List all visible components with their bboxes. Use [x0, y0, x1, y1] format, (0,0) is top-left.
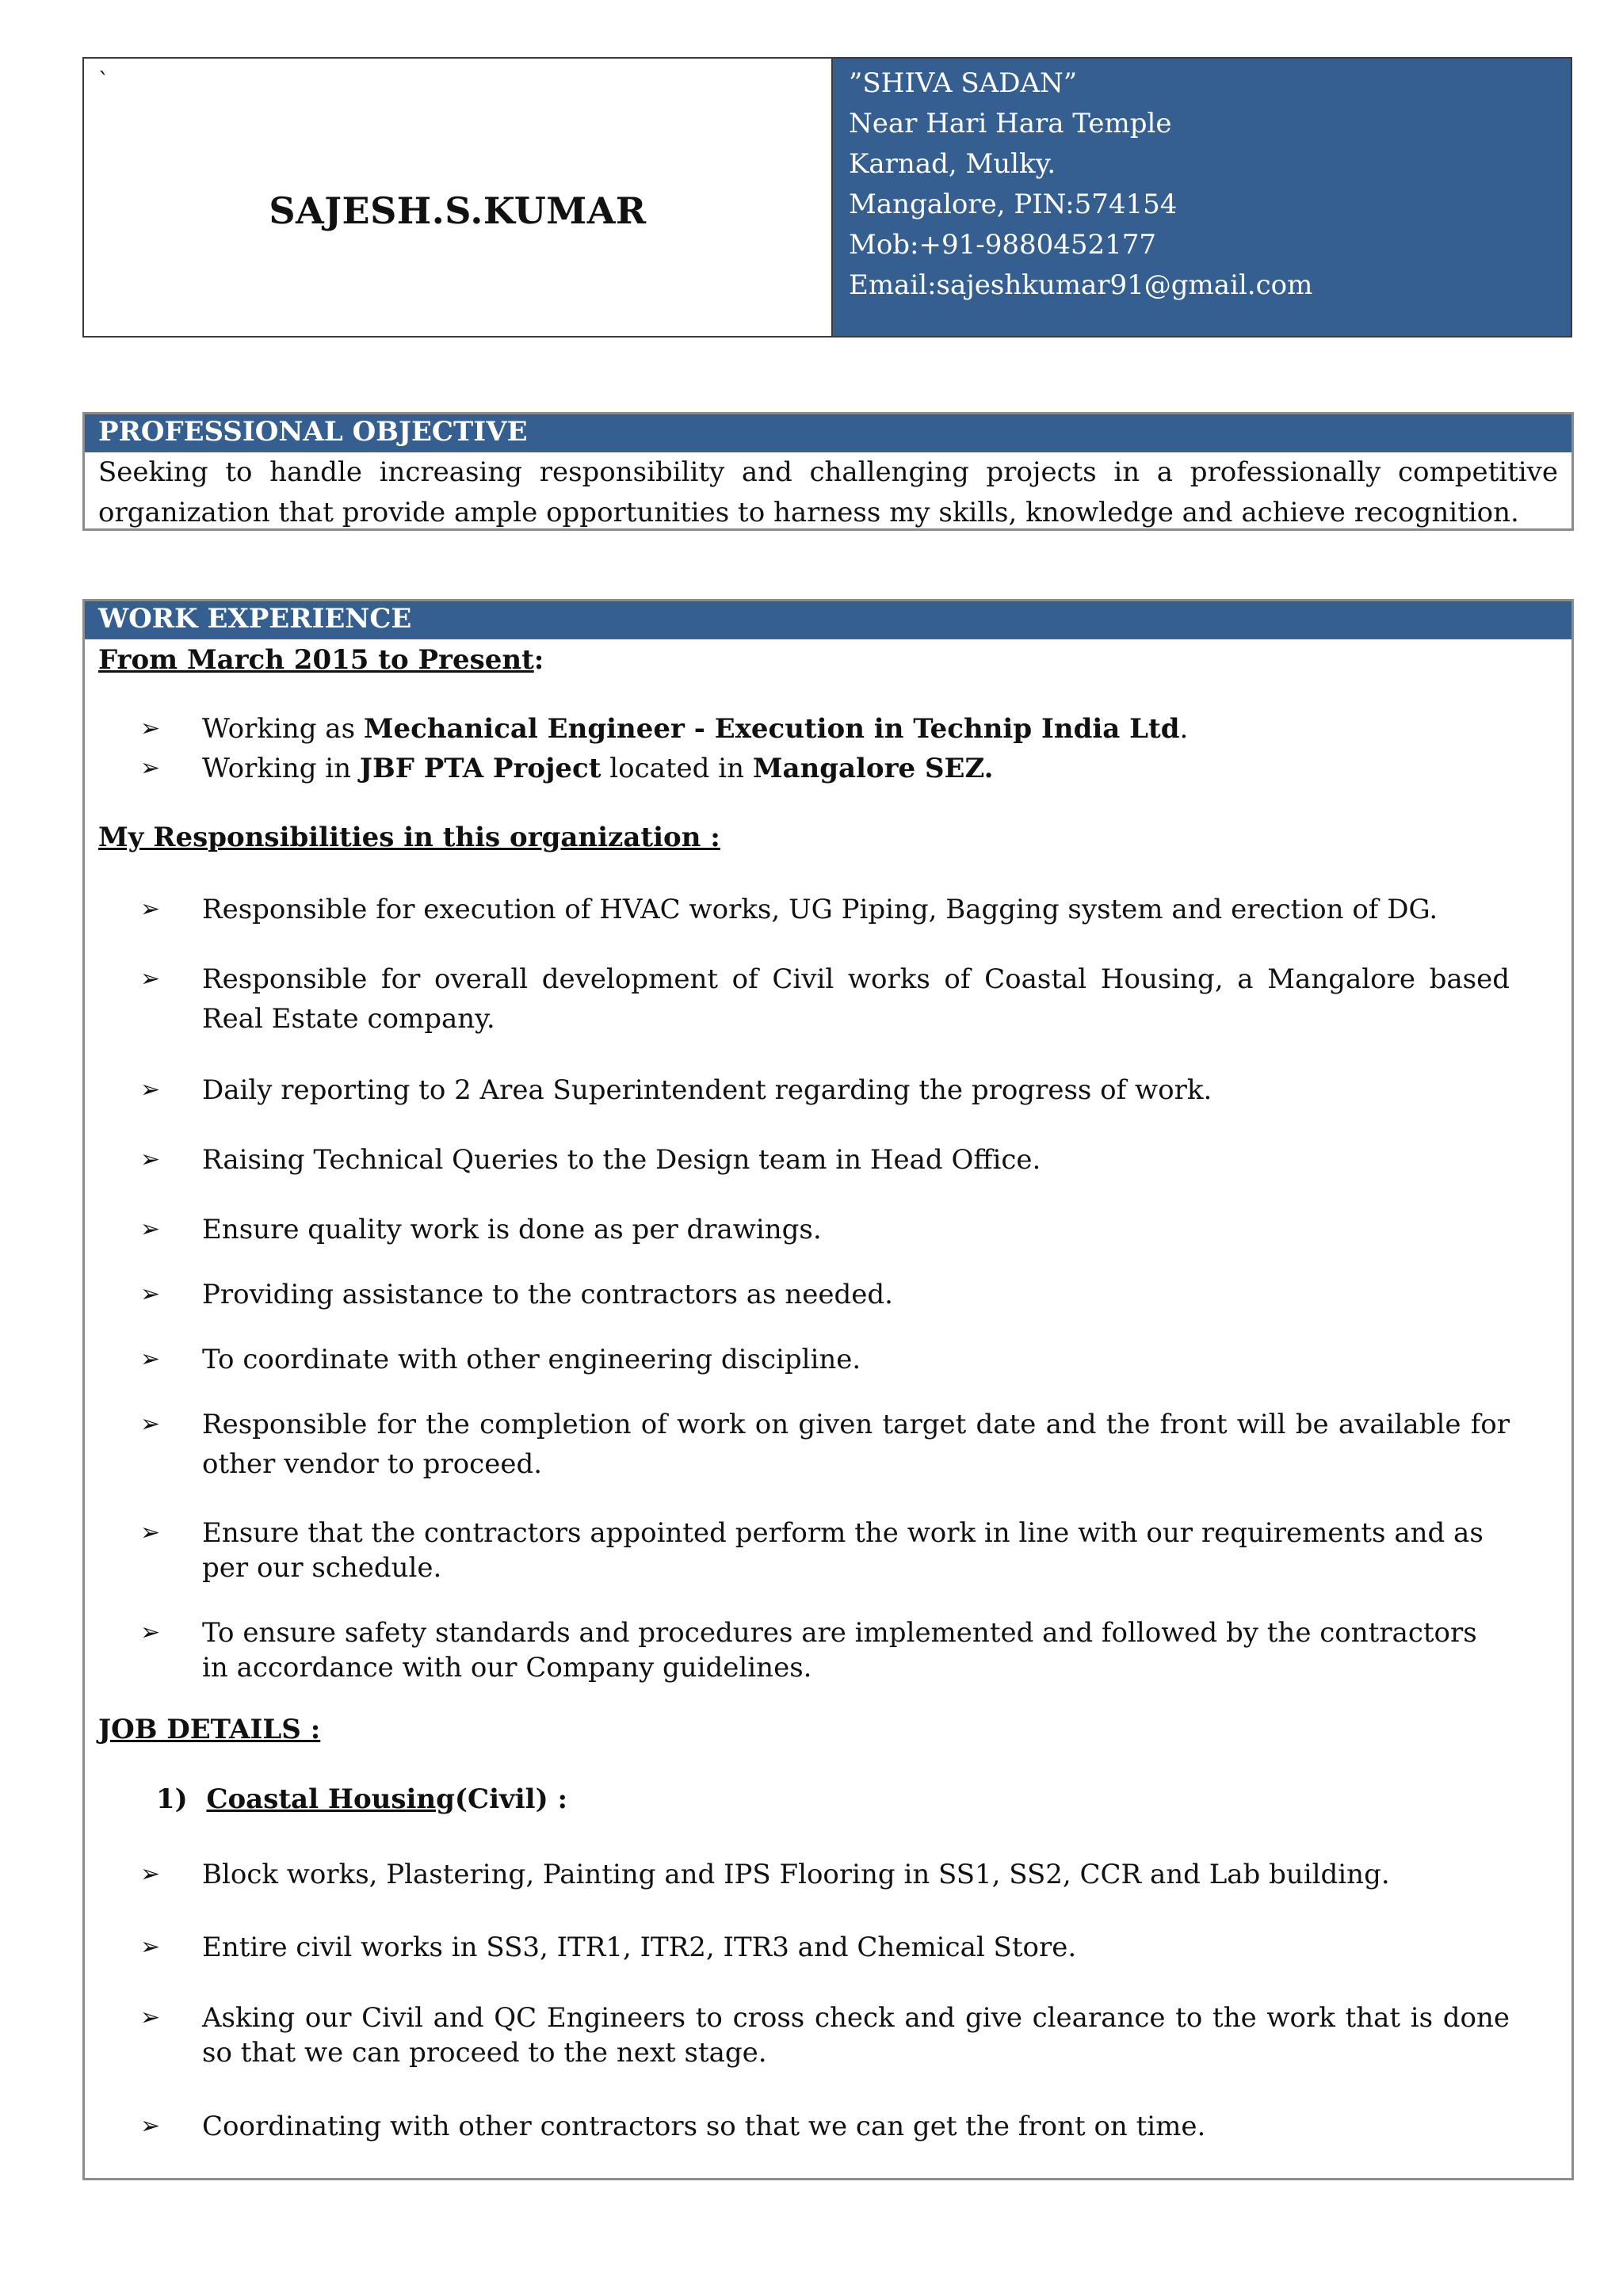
arrow-bullet-icon: ➢: [140, 1345, 161, 1373]
job-number: 1): [156, 1783, 188, 1815]
name-panel: [84, 59, 833, 336]
job-suffix: (Civil) :: [454, 1783, 568, 1815]
arrow-bullet-icon: ➢: [140, 1280, 161, 1308]
project-mid: located in: [601, 753, 753, 784]
arrow-bullet-icon: ➢: [140, 2112, 161, 2140]
job-item: [140, 2107, 1510, 2146]
project-location: Mangalore SEZ.: [752, 753, 994, 784]
responsibility-item: [140, 1275, 1510, 1314]
job-item-text: Asking our Civil and QC Engineers to cross check and give clearance to the work that is done so that we can proceed to the next stage.: [202, 2002, 1510, 2069]
job-item-text: Block works, Plastering, Painting and IPS Flooring in SS1, SS2, CCR and Lab building.: [202, 1859, 1390, 1890]
role-line: [140, 709, 1510, 749]
work-experience-section: [82, 599, 1574, 2180]
mobile-number: Mob:+91-9880452177: [849, 229, 1157, 261]
responsibility-text: To ensure safety standards and procedures are implemented and followed by the contractors in accordance with our Company guidelines.: [202, 1617, 1477, 1684]
job-item-text: Entire civil works in SS3, ITR1, ITR2, ITR3 and Chemical Store.: [202, 1932, 1077, 1963]
stray-mark: `: [98, 68, 109, 94]
responsibility-text: To coordinate with other engineering discipline.: [202, 1344, 861, 1375]
job-item: [140, 1928, 1510, 1967]
responsibility-text: Responsible for the completion of work on given target date and the front will be available for other vendor to proceed.: [202, 1409, 1510, 1480]
arrow-bullet-icon: ➢: [140, 715, 161, 742]
arrow-bullet-icon: ➢: [140, 1519, 161, 1547]
responsibility-text: Responsible for execution of HVAC works, UG Piping, Bagging system and erection of DG.: [202, 894, 1438, 925]
arrow-bullet-icon: ➢: [140, 1619, 161, 1646]
responsibility-text: Ensure quality work is done as per drawings.: [202, 1214, 822, 1245]
objective-title: PROFESSIONAL OBJECTIVE: [85, 414, 1571, 452]
arrow-bullet-icon: ➢: [140, 895, 161, 923]
job-item: [140, 1855, 1510, 1894]
project-prefix: Working in: [202, 753, 360, 784]
responsibility-item: [140, 959, 1510, 1039]
responsibility-item: [140, 1615, 1510, 1685]
arrow-bullet-icon: ➢: [140, 1410, 161, 1438]
project-line: [140, 749, 1510, 788]
role-title: Mechanical Engineer - Execution in Technip India Ltd: [363, 713, 1180, 745]
address-house: ”SHIVA SADAN”: [849, 67, 1078, 99]
address-landmark: Near Hari Hara Temple: [849, 108, 1172, 139]
arrow-bullet-icon: ➢: [140, 2004, 161, 2031]
objective-text: Seeking to handle increasing responsibility and challenging projects in a professionally competitive organization that provide ample opportunities to harness my skills, knowledge and achieve recognition.: [98, 456, 1558, 528]
arrow-bullet-icon: ➢: [140, 1215, 161, 1243]
contact-panel: [833, 59, 1571, 336]
email-address: Email:sajeshkumar91@gmail.com: [849, 269, 1313, 301]
responsibility-text: Raising Technical Queries to the Design team in Head Office.: [202, 1144, 1041, 1176]
responsibility-text: Daily reporting to 2 Area Superintendent regarding the progress of work.: [202, 1074, 1212, 1106]
job-name: Coastal Housing: [206, 1783, 455, 1815]
arrow-bullet-icon: ➢: [140, 1076, 161, 1104]
job-item: [140, 2000, 1510, 2070]
address-city-pin: Mangalore, PIN:574154: [849, 189, 1178, 220]
responsibility-item: [140, 1140, 1510, 1180]
responsibility-item: [140, 1070, 1510, 1110]
responsibilities-heading: My Responsibilities in this organization :: [98, 822, 720, 853]
work-period-text: From March 2015 to Present: [98, 644, 534, 676]
responsibility-item: [140, 890, 1510, 929]
resume-header: [82, 57, 1572, 338]
candidate-name: SAJESH.S.KUMAR: [269, 189, 647, 232]
role-suffix: .: [1179, 713, 1189, 745]
objective-section: [82, 412, 1574, 531]
job-item-text: Coordinating with other contractors so that we can get the front on time.: [202, 2111, 1206, 2142]
arrow-bullet-icon: ➢: [140, 965, 161, 993]
responsibility-text: Providing assistance to the contractors as needed.: [202, 1279, 893, 1310]
arrow-bullet-icon: ➢: [140, 1860, 161, 1888]
responsibility-item: [140, 1210, 1510, 1249]
address-locality: Karnad, Mulky.: [849, 148, 1056, 180]
arrow-bullet-icon: ➢: [140, 754, 161, 782]
work-experience-title: WORK EXPERIENCE: [85, 601, 1571, 639]
responsibility-item: [140, 1516, 1510, 1585]
work-period-colon: :: [533, 644, 544, 676]
work-period: [98, 643, 544, 677]
responsibility-text: Ensure that the contractors appointed perform the work in line with our requirements and as per our schedule.: [202, 1517, 1484, 1584]
role-prefix: Working as: [202, 713, 364, 745]
responsibility-item: [140, 1405, 1510, 1484]
arrow-bullet-icon: ➢: [140, 1933, 161, 1961]
responsibility-item: [140, 1340, 1510, 1379]
arrow-bullet-icon: ➢: [140, 1146, 161, 1173]
responsibility-text: Responsible for overall development of Civil works of Coastal Housing, a Mangalore based Real Estate company.: [202, 963, 1510, 1035]
job-details-heading: JOB DETAILS :: [98, 1714, 321, 1745]
project-name: JBF PTA Project: [359, 753, 601, 784]
job-title: [156, 1782, 567, 1817]
